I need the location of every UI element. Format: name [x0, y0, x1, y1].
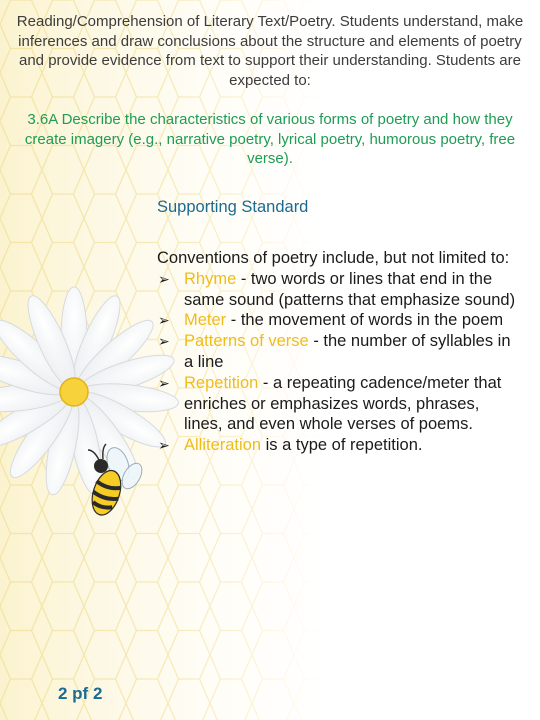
- arrow-bullet-icon: ➢: [158, 270, 170, 287]
- term-meter-desc: - the movement of words in the poem: [226, 311, 504, 330]
- term-meter: Meter: [184, 311, 227, 330]
- list-item-rhyme: [157, 269, 522, 311]
- list-item-alliteration: [157, 435, 522, 456]
- list-item-patterns-of-verse: [157, 331, 522, 373]
- list-item-meter: [157, 310, 522, 331]
- term-rhyme: Rhyme: [184, 269, 237, 288]
- arrow-bullet-icon: ➢: [158, 374, 170, 391]
- term-repetition: Repetition: [184, 373, 259, 392]
- list-item-repetition: [157, 373, 522, 435]
- arrow-bullet-icon: ➢: [158, 437, 170, 454]
- arrow-bullet-icon: ➢: [158, 333, 170, 350]
- standard-3-6a: 3.6A Describe the characteristics of various forms of poetry and how they create imagery (e.g., narrative poetry, lyrical poetry, humorous poetry, free verse).: [24, 111, 516, 167]
- term-rhyme-desc: - two words or lines that end in the same sound (patterns that emphasize sound): [184, 269, 516, 309]
- supporting-standard-heading: Supporting Standard: [157, 198, 309, 216]
- term-repetition-desc: - a repeating cadence/meter that enriches or emphasizes words, phrases, lines, and even whole verses of poems.: [184, 373, 502, 434]
- reading-standard-intro: Reading/Comprehension of Literary Text/Poetry. Students understand, make inferences and draw conclusions about the structure and elements of poetry and provide evidence from text to support their understanding. Students are expected to:: [16, 13, 524, 89]
- conventions-list: [157, 269, 522, 456]
- arrow-bullet-icon: ➢: [158, 312, 170, 329]
- term-alliteration: Alliteration: [184, 436, 262, 455]
- conventions-section: [157, 248, 522, 456]
- term-alliteration-desc: is a type of repetition.: [261, 436, 423, 455]
- term-patterns-of-verse: Patterns of verse: [184, 332, 309, 351]
- page-number: 2 pf 2: [58, 684, 103, 703]
- conventions-intro: Conventions of poetry include, but not limited to:: [157, 249, 510, 267]
- term-patterns-of-verse-desc: - the number of syllables in a line: [184, 332, 511, 371]
